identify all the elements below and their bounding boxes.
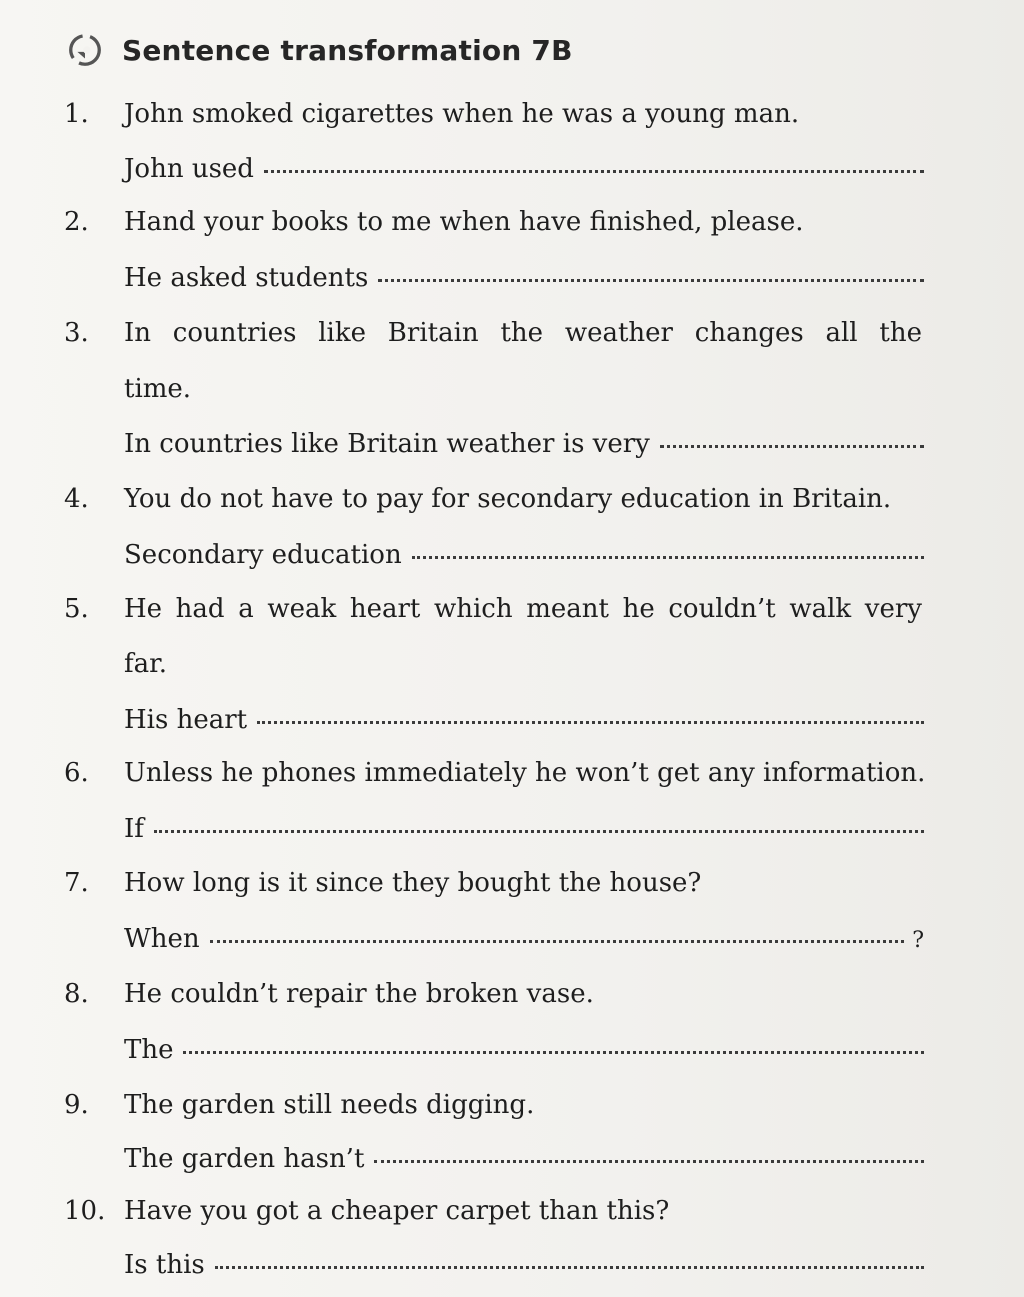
answer-line-5	[0, 698, 1024, 742]
item-number: 8.	[64, 979, 89, 1009]
answer-line-10	[0, 1243, 1024, 1287]
answer-prompt: His heart	[124, 705, 248, 735]
item-number: 1.	[64, 99, 89, 129]
item-sentence-line-2: far.	[124, 649, 167, 679]
answer-blank[interactable]	[183, 1047, 924, 1054]
exercise-item-7	[0, 861, 1024, 905]
item-number: 10.	[64, 1196, 106, 1226]
answer-line-6	[0, 807, 1024, 851]
item-sentence-line-1: In countries like Britain the weather changes all the	[124, 318, 922, 348]
item-sentence: You do not have to pay for secondary education in Britain.	[124, 484, 892, 514]
item-sentence-line-2: time.	[124, 374, 192, 404]
answer-prompt: When	[124, 924, 200, 954]
item-sentence-line-1: He had a weak heart which meant he couldn’t walk very	[124, 594, 922, 624]
exercise-item-5	[0, 587, 1024, 631]
answer-line-2	[0, 256, 1024, 300]
section-header	[66, 28, 573, 72]
exercise-item-8	[0, 972, 1024, 1016]
answer-blank[interactable]	[374, 1156, 924, 1163]
answer-line-7	[0, 917, 1024, 961]
item-sentence: Have you got a cheaper carpet than this?	[124, 1196, 670, 1226]
exercise-item-10	[0, 1189, 1024, 1233]
answer-blank[interactable]	[412, 552, 924, 559]
item-number: 9.	[64, 1090, 89, 1120]
answer-line-3	[0, 422, 1024, 466]
item-number: 6.	[64, 758, 89, 788]
item-number: 3.	[64, 318, 89, 348]
answer-prompt: Secondary education	[124, 540, 402, 570]
answer-line-1	[0, 147, 1024, 191]
exercise-item-1	[0, 92, 1024, 136]
answer-line-4	[0, 533, 1024, 577]
item-sentence: How long is it since they bought the house?	[124, 868, 702, 898]
answer-prompt: If	[124, 814, 144, 844]
answer-prompt: Is this	[124, 1250, 205, 1280]
item-sentence: John smoked cigarettes when he was a young man.	[124, 99, 800, 129]
answer-prompt: In countries like Britain weather is very	[124, 429, 650, 459]
item-sentence: The garden still needs digging.	[124, 1090, 535, 1120]
item-sentence: Unless he phones immediately he won’t get any information.	[124, 758, 926, 788]
exercise-item-4	[0, 477, 1024, 521]
item-number: 2.	[64, 207, 89, 237]
answer-prompt: The	[124, 1035, 174, 1065]
answer-line-8	[0, 1028, 1024, 1072]
answer-blank[interactable]	[215, 1262, 924, 1269]
exercise-item-3-continued	[0, 367, 1024, 411]
answer-blank[interactable]	[264, 166, 924, 173]
exercise-item-5-continued	[0, 642, 1024, 686]
exercise-item-2	[0, 200, 1024, 244]
item-sentence: He couldn’t repair the broken vase.	[124, 979, 594, 1009]
page-title: Sentence transformation 7B	[122, 33, 573, 67]
exercise-item-3	[0, 311, 1024, 355]
answer-blank[interactable]	[154, 826, 924, 833]
question-mark: ?	[912, 928, 924, 953]
audio-icon	[66, 31, 104, 69]
answer-prompt: He asked students	[124, 263, 369, 293]
answer-blank[interactable]	[660, 441, 924, 448]
exercise-item-9	[0, 1083, 1024, 1127]
answer-prompt: The garden hasn’t	[124, 1144, 365, 1174]
answer-line-9	[0, 1137, 1024, 1181]
answer-blank[interactable]	[210, 936, 905, 943]
exercise-item-6	[0, 751, 1024, 795]
item-number: 5.	[64, 594, 89, 624]
item-number: 7.	[64, 868, 89, 898]
item-sentence: Hand your books to me when have finished, please.	[124, 207, 804, 237]
answer-blank[interactable]	[257, 717, 924, 724]
item-number: 4.	[64, 484, 89, 514]
answer-blank[interactable]	[378, 275, 924, 282]
answer-prompt: John used	[124, 154, 254, 184]
